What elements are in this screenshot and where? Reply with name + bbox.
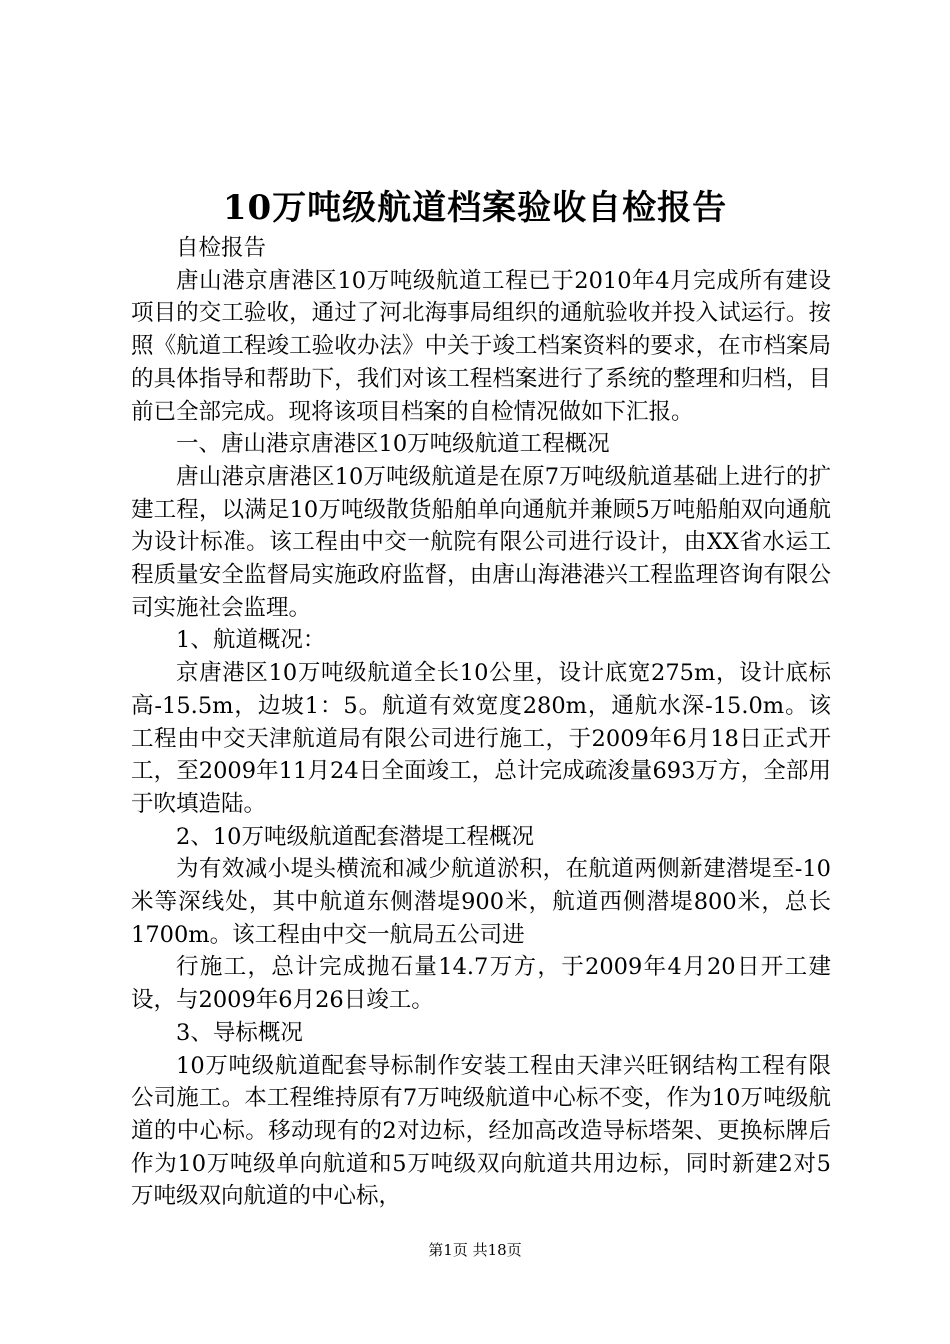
paragraph-channel-details: 京唐港区10万吨级航道全长10公里，设计底宽275m，设计底标高-15.5m，边坡1：5。航道有效宽度280m，通航水深-15.0m。该工程由中交天津航道局有限公司进行施工，于2009年6月18日正式开工，至2009年11月24日全面竣工，总计完成疏浚量693万方，全部用于吹填造陆。 xyxy=(131,660,831,817)
paragraph-heading-self-check: 自检报告 xyxy=(176,235,267,261)
paragraph-project-overview: 唐山港京唐港区10万吨级航道是在原7万吨级航道基础上进行的扩建工程，以满足10万吨级散货船舶单向通航并兼顾5万吨船舶双向通航为设计标准。该工程由中交一航院有限公司进行设计，由XX省水运工程质量安全监督局实施政府监督，由唐山海港港兴工程监理咨询有限公司实施社会监理。 xyxy=(131,463,831,621)
subsection-heading-channel: 1、航道概况： xyxy=(176,627,326,654)
page-footer: 第1页 共18页 xyxy=(428,1241,522,1259)
paragraph-submerged-dike-1: 为有效减小堤头横流和减少航道淤积，在航道两侧新建潜堤至-10米等深线处，其中航道东侧潜堤900米，航道西侧潜堤800米，总长1700m。该工程由中交一航局五公司进 xyxy=(131,856,831,948)
paragraph-leading-marks: 10万吨级航道配套导标制作安装工程由天津兴旺钢结构工程有限公司施工。本工程维持原有7万吨级航道中心标不变，作为10万吨级航道的中心标。移动现有的2对边标，经加高改造导标塔架、更换标牌后作为10万吨级单向航道和5万吨级双向航道共用边标，同时新建2对5万吨级双向航道的中心标， xyxy=(131,1052,831,1210)
paragraph-intro: 唐山港京唐港区10万吨级航道工程已于2010年4月完成所有建设项目的交工验收，通过了河北海事局组织的通航验收并投入试运行。按照《航道工程竣工验收办法》中关于竣工档案资料的要求，在市档案局的具体指导和帮助下，我们对该工程档案进行了系统的整理和归档，目前已全部完成。现将该项目档案的自检情况做如下汇报。 xyxy=(131,267,831,425)
document-body xyxy=(131,232,831,1213)
document-title: 10万吨级航道档案验收自检报告 xyxy=(222,188,728,228)
paragraph-submerged-dike-2: 行施工，总计完成抛石量14.7万方，于2009年4月20日开工建设，与2009年6月26日竣工。 xyxy=(131,954,831,1014)
subsection-heading-leading-marks: 3、导标概况 xyxy=(176,1019,303,1046)
subsection-heading-submerged-dike: 2、10万吨级航道配套潜堤工程概况 xyxy=(176,823,534,850)
section-heading-1: 一、唐山港京唐港区10万吨级航道工程概况 xyxy=(176,431,610,458)
